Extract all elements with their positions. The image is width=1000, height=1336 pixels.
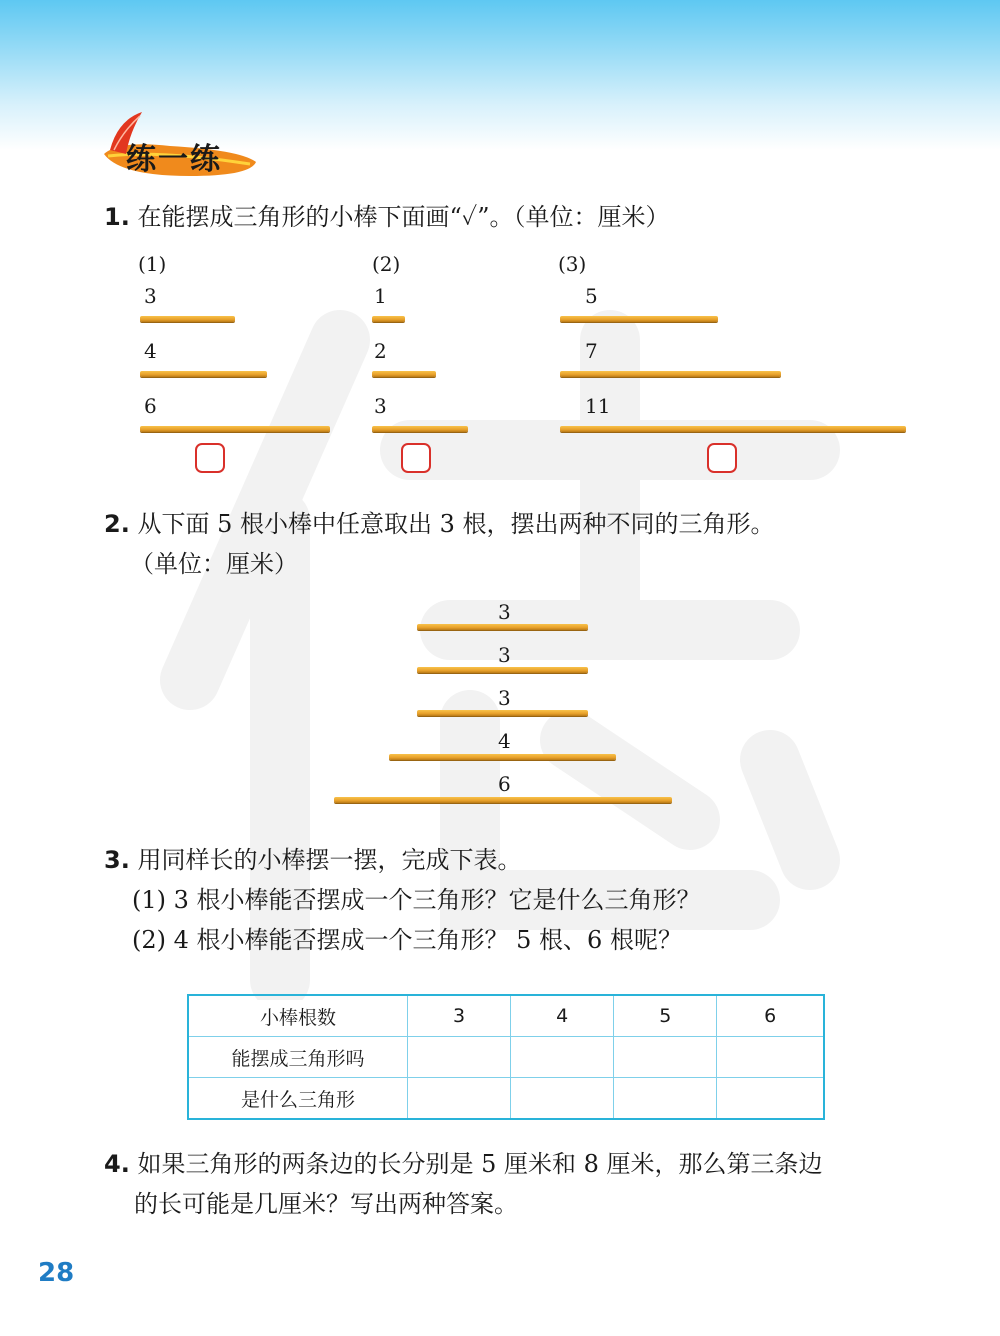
stick <box>417 624 588 630</box>
stick-length-label: 6 <box>144 394 157 418</box>
table-header-cell: 小棒根数 <box>188 995 408 1037</box>
question-2 <box>104 510 775 539</box>
question-3-sub-1: (1) 3 根小棒能否摆成一个三角形？它是什么三角形？ <box>132 886 701 914</box>
question-1-number: 1. <box>104 203 130 231</box>
stick <box>372 426 468 432</box>
answer-checkbox-1[interactable] <box>195 443 225 473</box>
answer-table <box>187 994 825 1120</box>
stick-length-label: 3 <box>374 394 387 418</box>
stick-length-label: 3 <box>498 600 511 624</box>
stick-length-label: 3 <box>498 686 511 710</box>
table-row <box>188 1037 824 1078</box>
stick <box>417 667 588 673</box>
stick <box>417 710 588 716</box>
page-number: 28 <box>38 1258 75 1288</box>
stick <box>140 316 235 322</box>
table-row-label: 是什么三角形 <box>188 1078 408 1120</box>
stick <box>389 754 616 760</box>
answer-cell[interactable] <box>614 1037 717 1078</box>
question-4-line-2: 的长可能是几厘米？写出两种答案。 <box>134 1190 518 1218</box>
answer-cell[interactable] <box>408 1037 511 1078</box>
question-4 <box>104 1150 823 1179</box>
stick-length-label: 2 <box>374 339 387 363</box>
table-row-label: 能摆成三角形吗 <box>188 1037 408 1078</box>
answer-cell[interactable] <box>614 1078 717 1120</box>
answer-cell[interactable] <box>717 1037 824 1078</box>
group-3-label: (3) <box>558 252 587 276</box>
stick-length-label: 3 <box>498 643 511 667</box>
section-title: 练一练 <box>126 142 222 177</box>
question-3-sub-2: (2) 4 根小棒能否摆成一个三角形？ 5 根、6 根呢？ <box>132 926 682 954</box>
stick <box>560 426 906 432</box>
answer-checkbox-3[interactable] <box>707 443 737 473</box>
stick <box>140 426 330 432</box>
question-2-text: 从下面 5 根小棒中任意取出 3 根，摆出两种不同的三角形。 <box>137 510 775 538</box>
answer-cell[interactable] <box>511 1037 614 1078</box>
question-4-number: 4. <box>104 1150 130 1178</box>
question-2-number: 2. <box>104 510 130 538</box>
question-4-line-1: 如果三角形的两条边的长分别是 5 厘米和 8 厘米，那么第三条边 <box>137 1150 823 1178</box>
question-1 <box>104 203 670 232</box>
stick <box>560 316 718 322</box>
table-header-cell: 5 <box>614 995 717 1037</box>
stick <box>140 371 267 377</box>
group-2-label: (2) <box>372 252 401 276</box>
answer-cell[interactable] <box>717 1078 824 1120</box>
table-header-cell: 3 <box>408 995 511 1037</box>
answer-cell[interactable] <box>408 1078 511 1120</box>
table-row <box>188 995 824 1037</box>
stick <box>372 371 436 377</box>
table-header-cell: 6 <box>717 995 824 1037</box>
table-header-cell: 4 <box>511 995 614 1037</box>
stick <box>334 797 672 803</box>
stick-length-label: 6 <box>498 772 511 796</box>
table-row <box>188 1078 824 1120</box>
group-1-label: (1) <box>138 252 167 276</box>
stick <box>560 371 781 377</box>
stick-length-label: 3 <box>144 284 157 308</box>
question-3-text: 用同样长的小棒摆一摆，完成下表。 <box>137 846 522 874</box>
stick-length-label: 5 <box>585 284 598 308</box>
stick-length-label: 1 <box>374 284 387 308</box>
stick-length-label: 7 <box>585 339 598 363</box>
question-2-unit: （单位：厘米） <box>130 550 298 578</box>
stick-length-label: 4 <box>498 729 511 753</box>
answer-checkbox-2[interactable] <box>401 443 431 473</box>
question-3 <box>104 846 521 875</box>
question-3-number: 3. <box>104 846 130 874</box>
stick <box>372 316 405 322</box>
question-1-text: 在能摆成三角形的小棒下面画“✓”。（单位：厘米） <box>137 203 670 231</box>
stick-length-label: 11 <box>585 394 611 418</box>
answer-cell[interactable] <box>511 1078 614 1120</box>
stick-length-label: 4 <box>144 339 157 363</box>
